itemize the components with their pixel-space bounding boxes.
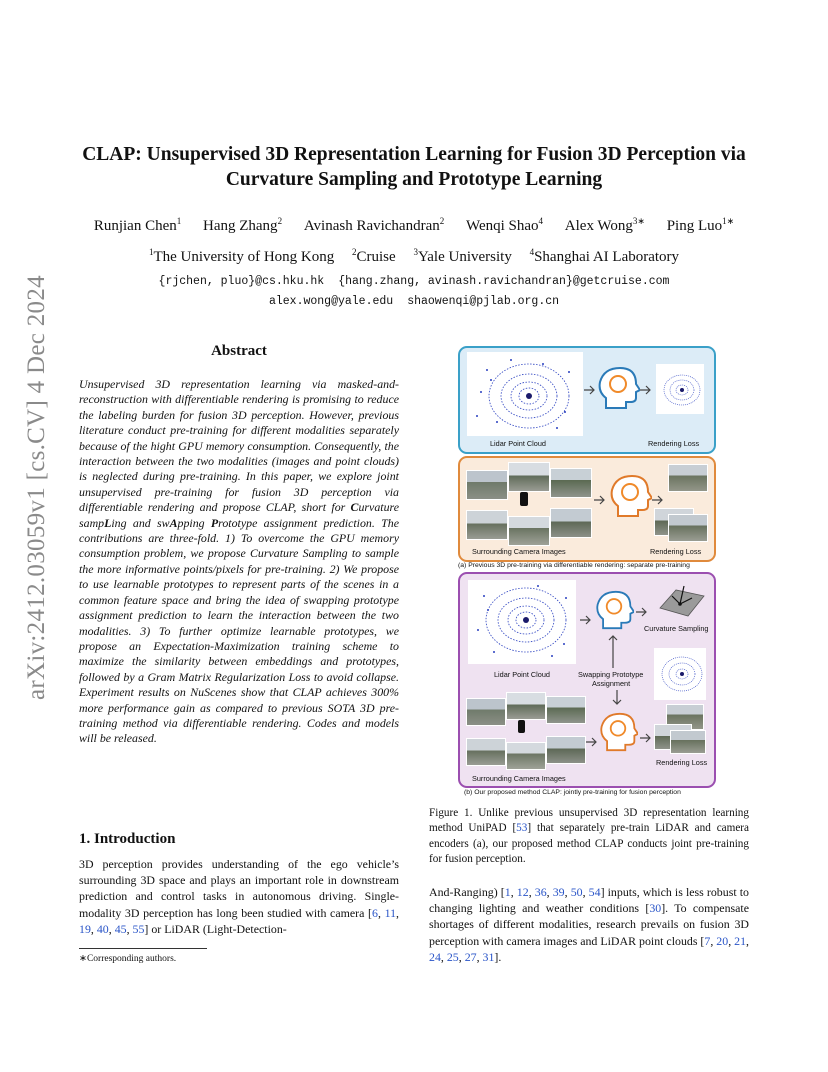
rendered-point-cloud-image [654,648,706,700]
citation-link[interactable]: 24 [429,949,441,964]
affiliation: $^4$Shanghai AI Laboratory [529,247,680,265]
paper-title [60,142,768,192]
citation-link[interactable]: 31 [482,949,495,964]
abstract-heading: Abstract [211,343,267,359]
author: Wenqi Shao$^4$ [466,216,544,234]
email: {rjchen, pluo}@cs.hku.hk [158,275,325,288]
down-arrow-icon [612,690,622,711]
panel-c-lidar-label: Lidar Point Cloud [494,670,550,679]
citation-link[interactable]: 27 [464,949,477,964]
author: Avinash Ravichandran$^2$ [303,216,445,234]
citation-link[interactable]: 39 [552,885,565,899]
swapping-label-line2: Assignment [592,679,631,688]
subcaption-a: (a) Previous 3D pre-training via differentiable rendering: separate pre-training [458,562,690,569]
rendered-image [670,730,706,754]
email-block [60,272,768,312]
panel-c-camera-label: Surrounding Camera Images [472,774,566,783]
citation-link[interactable]: 40 [96,921,109,936]
author: Ping Luo$^{1∗}$ [666,216,735,234]
panel-lidar-separate [458,346,716,454]
subcaption-b: (b) Our proposed method CLAP: jointly pre-training for fusion perception [464,789,681,796]
citation-link[interactable]: 55 [132,921,145,936]
camera-image [508,516,550,546]
abstract-body: Unsupervised 3D representation learning via masked-and-reconstruction with differentiable rendering is promising to reduce the labeling burden for fusion 3D perception. However, previous literature conduct pre-training for different modalities separately because of the hight GPU memory consumption. Consequently, the interaction between the two modalities (images and point clouds) is neglected during pre-training. In this paper, we explore joint unsupervised pre-training for fusion 3D perception via differentiable rendering and propose CLAP, short for Curvature sampLing and swApping Prototype assignment prediction. The contributions are three-fold. 1) To overcome the GPU memory consumption problem, we propose Curvature Sampling to sample the more informative points/pixels for pre-training. 2) We propose to use learnable prototypes to represent parts of the scenes in a common feature space and bring the idea of swapping prototype assignment prediction to learn the interaction between the two modalities. 3) To further optimize learnable prototypes, we propose an Expectation-Maximization training scheme to maximize the similarity between embeddings and prototypes, followed by a Gram Matrix Regularization Loss to avoid collapse. Experiment results on NuScenes show that CLAP achieves 300% more performance gain as compared to previous SOTA 3D pre-training method via differentiable rendering. Codes and models will be released. [79,377,399,746]
camera-image [506,742,546,770]
camera-image [466,738,506,766]
email: shaowenqi@pjlab.org.cn [407,295,560,308]
affiliation: $^3$Yale University [413,247,512,265]
citation-link[interactable]: 6 [371,905,378,920]
rendered-point-cloud-image [656,364,704,414]
curvature-sampling-label: Curvature Sampling [644,624,709,633]
arrow-icon [636,604,650,622]
footnote-rule [79,948,207,949]
citation-link[interactable]: 53 [516,822,528,835]
affiliation: $^1$The University of Hong Kong [148,247,335,265]
panel-a-right-label: Rendering Loss [648,439,700,448]
lidar-point-cloud-image [468,580,576,664]
email: {hang.zhang, avinash.ravichandran}@getcruise.com [338,275,670,288]
author-list [60,218,768,235]
arrow-icon [640,382,654,400]
citation-link[interactable]: 25 [446,949,459,964]
camera-image [506,692,546,720]
arrow-icon [594,492,608,510]
figure-caption: Figure 1. Unlike previous unsupervised 3D representation learning method UniPAD [53] that separately pre-train LiDAR and camera encoders (a), our proposed method CLAP conducts joint pre-training for fusion perception. [429,807,749,866]
head-network-icon [608,472,652,520]
camera-image [466,698,506,726]
panel-c-render-label: Rendering Loss [656,758,708,767]
citation-link[interactable]: 20 [716,933,729,948]
title-line-2: Curvature Sampling and Prototype Learning [225,169,603,190]
citation-link[interactable]: 50 [570,885,583,899]
citation-link[interactable]: 7 [704,933,711,948]
swapping-label-line1: Swapping Prototype [578,670,644,679]
citation-link[interactable]: 30 [649,901,662,916]
camera-image [466,470,508,500]
lidar-point-cloud-image [467,352,583,436]
arxiv-identifier: arXiv:2412.03059v1 [cs.CV] 4 Dec 2024 [23,275,50,700]
author: Runjian Chen$^1$ [93,216,182,234]
affiliation-list [60,249,768,266]
camera-image [508,462,550,492]
head-network-icon [598,710,638,754]
curvature-plane-icon [656,582,706,620]
rendered-image [668,464,708,492]
arrow-icon [580,612,594,630]
intro-continuation: And-Ranging) [1, 12, 36, 39, 50, 54] inputs, which is less robust to changing lighting and weather conditions [30]. To compensate shortages of different modalities, research prevails on fusion 3D perception with camera images and LiDAR point clouds [7, 20, 21, 24, 25, 27, 31]. [429,885,750,964]
camera-image [546,736,586,764]
camera-image [546,696,586,724]
camera-image [550,468,592,498]
email: alex.wong@yale.edu [268,295,394,308]
arrow-icon [584,382,598,400]
camera-image [466,510,508,540]
rendered-image [668,514,708,542]
panel-b-right-label: Rendering Loss [650,547,702,556]
ego-car-icon [518,720,525,733]
citation-link[interactable]: 1 [504,885,511,899]
panel-clap-joint [458,572,716,788]
head-network-icon [594,588,634,632]
citation-link[interactable]: 36 [534,885,547,899]
figure-1 [424,340,724,800]
title-line-1: CLAP: Unsupervised 3D Representation Learning for Fusion 3D Perception via [82,144,746,165]
citation-link[interactable]: 54 [588,885,601,899]
footnote: ∗Corresponding authors. [79,954,177,964]
affiliation: $^2$Cruise [352,247,396,265]
intro-heading: 1. Introduction [79,831,176,847]
ego-car-icon [520,492,528,506]
citation-link[interactable]: 45 [114,921,127,936]
panel-camera-separate [458,456,716,562]
citation-link[interactable]: 12 [516,885,529,899]
intro-body: 3D perception provides understanding of the ego vehicle’s surrounding 3D space and plays an important role in downstream prediction and control tasks in autonomous driving. Single-modality 3D perception has long been studied with camera [6, 11, 19, 40, 45, 55] or LiDAR (Light-Detection- [79,857,399,936]
citation-link[interactable]: 19 [79,921,91,936]
author: Hang Zhang$^2$ [203,216,283,234]
citation-link[interactable]: 11 [384,905,397,920]
arrow-icon [640,730,654,748]
citation-link[interactable]: 21 [734,933,747,948]
up-arrow-icon [608,634,618,673]
head-network-icon [596,364,640,412]
camera-image [550,508,592,538]
author: Alex Wong$^{3∗}$ [564,216,645,234]
panel-b-left-label: Surrounding Camera Images [472,547,566,556]
panel-a-left-label: Lidar Point Cloud [490,439,546,448]
